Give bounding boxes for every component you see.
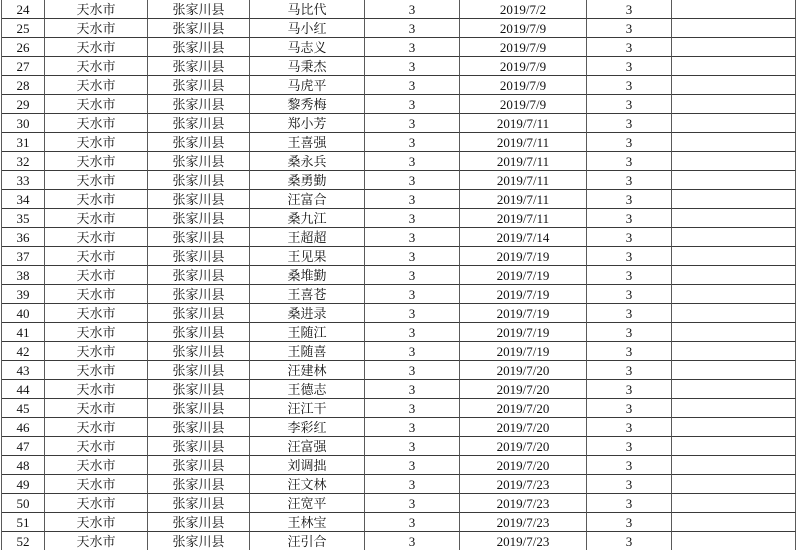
cell-person-name[interactable]: 汪宽平	[250, 494, 365, 513]
cell-county[interactable]: 张家川县	[148, 247, 250, 266]
cell-city[interactable]: 天水市	[45, 475, 148, 494]
cell-count-a[interactable]: 3	[365, 437, 460, 456]
cell-row-number[interactable]: 42	[2, 342, 45, 361]
cell-county[interactable]: 张家川县	[148, 456, 250, 475]
cell-count-b[interactable]: 3	[587, 380, 672, 399]
table-row	[2, 456, 796, 475]
cell-date[interactable]: 2019/7/23	[460, 513, 587, 532]
cell-empty[interactable]	[672, 76, 796, 95]
cell-person-name[interactable]: 黎秀梅	[250, 95, 365, 114]
cell-row-number[interactable]: 36	[2, 228, 45, 247]
cell-row-number[interactable]: 35	[2, 209, 45, 228]
cell-date[interactable]: 2019/7/11	[460, 171, 587, 190]
cell-date[interactable]: 2019/7/14	[460, 228, 587, 247]
cell-city[interactable]: 天水市	[45, 513, 148, 532]
table-row	[2, 323, 796, 342]
cell-person-name[interactable]: 桑九江	[250, 209, 365, 228]
cell-count-b[interactable]: 3	[587, 361, 672, 380]
cell-empty[interactable]	[672, 0, 796, 19]
cell-county[interactable]: 张家川县	[148, 475, 250, 494]
table-row	[2, 95, 796, 114]
table-row	[2, 437, 796, 456]
cell-county[interactable]: 张家川县	[148, 190, 250, 209]
table-row	[2, 228, 796, 247]
cell-count-b[interactable]: 3	[587, 475, 672, 494]
cell-row-number[interactable]: 40	[2, 304, 45, 323]
cell-county[interactable]: 张家川县	[148, 95, 250, 114]
cell-empty[interactable]	[672, 57, 796, 76]
cell-count-b[interactable]: 3	[587, 190, 672, 209]
cell-date[interactable]: 2019/7/9	[460, 95, 587, 114]
cell-empty[interactable]	[672, 342, 796, 361]
cell-count-b[interactable]: 3	[587, 513, 672, 532]
cell-county[interactable]: 张家川县	[148, 437, 250, 456]
cell-empty[interactable]	[672, 209, 796, 228]
table-row	[2, 152, 796, 171]
cell-empty[interactable]	[672, 323, 796, 342]
cell-person-name[interactable]: 马比代	[250, 0, 365, 19]
cell-row-number[interactable]: 51	[2, 513, 45, 532]
cell-city[interactable]: 天水市	[45, 76, 148, 95]
cell-row-number[interactable]: 39	[2, 285, 45, 304]
cell-date[interactable]: 2019/7/19	[460, 285, 587, 304]
table-row	[2, 209, 796, 228]
cell-count-b[interactable]: 3	[587, 304, 672, 323]
cell-county[interactable]: 张家川县	[148, 76, 250, 95]
cell-county[interactable]: 张家川县	[148, 304, 250, 323]
table-row	[2, 0, 796, 19]
cell-person-name[interactable]: 李彩红	[250, 418, 365, 437]
cell-person-name[interactable]: 桑进录	[250, 304, 365, 323]
cell-date[interactable]: 2019/7/19	[460, 304, 587, 323]
cell-empty[interactable]	[672, 247, 796, 266]
cell-person-name[interactable]: 马秉杰	[250, 57, 365, 76]
cell-person-name[interactable]: 王喜强	[250, 133, 365, 152]
cell-person-name[interactable]: 王德志	[250, 380, 365, 399]
cell-date[interactable]: 2019/7/20	[460, 361, 587, 380]
cell-city[interactable]: 天水市	[45, 133, 148, 152]
cell-count-b[interactable]: 3	[587, 323, 672, 342]
cell-date[interactable]: 2019/7/23	[460, 532, 587, 550]
cell-count-b[interactable]: 3	[587, 76, 672, 95]
cell-city[interactable]: 天水市	[45, 95, 148, 114]
cell-count-a[interactable]: 3	[365, 152, 460, 171]
cell-empty[interactable]	[672, 456, 796, 475]
cell-count-b[interactable]: 3	[587, 342, 672, 361]
cell-person-name[interactable]: 桑堆勤	[250, 266, 365, 285]
cell-city[interactable]: 天水市	[45, 304, 148, 323]
cell-date[interactable]: 2019/7/23	[460, 475, 587, 494]
cell-row-number[interactable]: 46	[2, 418, 45, 437]
table-row	[2, 19, 796, 38]
cell-city[interactable]: 天水市	[45, 152, 148, 171]
cell-count-a[interactable]: 3	[365, 266, 460, 285]
table-row	[2, 399, 796, 418]
cell-date[interactable]: 2019/7/11	[460, 152, 587, 171]
cell-city[interactable]: 天水市	[45, 380, 148, 399]
cell-person-name[interactable]: 汪富强	[250, 437, 365, 456]
cell-count-a[interactable]: 3	[365, 285, 460, 304]
cell-count-a[interactable]: 3	[365, 228, 460, 247]
cell-county[interactable]: 张家川县	[148, 38, 250, 57]
cell-count-b[interactable]: 3	[587, 114, 672, 133]
cell-person-name[interactable]: 王随喜	[250, 342, 365, 361]
cell-city[interactable]: 天水市	[45, 532, 148, 550]
table-row	[2, 475, 796, 494]
cell-person-name[interactable]: 马小红	[250, 19, 365, 38]
cell-person-name[interactable]: 汪文林	[250, 475, 365, 494]
cell-count-a[interactable]: 3	[365, 456, 460, 475]
cell-date[interactable]: 2019/7/9	[460, 19, 587, 38]
cell-count-b[interactable]: 3	[587, 95, 672, 114]
cell-county[interactable]: 张家川县	[148, 152, 250, 171]
cell-person-name[interactable]: 马虎平	[250, 76, 365, 95]
cell-row-number[interactable]: 25	[2, 19, 45, 38]
cell-empty[interactable]	[672, 171, 796, 190]
cell-count-b[interactable]: 3	[587, 418, 672, 437]
cell-empty[interactable]	[672, 38, 796, 57]
cell-count-b[interactable]: 3	[587, 228, 672, 247]
table-row	[2, 342, 796, 361]
cell-count-b[interactable]: 3	[587, 532, 672, 550]
table-row	[2, 380, 796, 399]
cell-person-name[interactable]: 汪江干	[250, 399, 365, 418]
cell-count-a[interactable]: 3	[365, 532, 460, 550]
cell-empty[interactable]	[672, 266, 796, 285]
cell-count-a[interactable]: 3	[365, 0, 460, 19]
cell-count-a[interactable]: 3	[365, 418, 460, 437]
cell-city[interactable]: 天水市	[45, 399, 148, 418]
cell-person-name[interactable]: 王林宝	[250, 513, 365, 532]
cell-row-number[interactable]: 26	[2, 38, 45, 57]
cell-county[interactable]: 张家川县	[148, 494, 250, 513]
spreadsheet-grid	[1, 0, 796, 550]
cell-person-name[interactable]: 王随江	[250, 323, 365, 342]
cell-city[interactable]: 天水市	[45, 114, 148, 133]
cell-county[interactable]: 张家川县	[148, 171, 250, 190]
cell-empty[interactable]	[672, 532, 796, 550]
cell-count-a[interactable]: 3	[365, 342, 460, 361]
table-row	[2, 171, 796, 190]
cell-count-a[interactable]: 3	[365, 380, 460, 399]
cell-empty[interactable]	[672, 133, 796, 152]
cell-person-name[interactable]: 汪引合	[250, 532, 365, 550]
cell-city[interactable]: 天水市	[45, 247, 148, 266]
cell-date[interactable]: 2019/7/19	[460, 247, 587, 266]
cell-empty[interactable]	[672, 513, 796, 532]
cell-count-b[interactable]: 3	[587, 399, 672, 418]
cell-empty[interactable]	[672, 380, 796, 399]
cell-date[interactable]: 2019/7/20	[460, 418, 587, 437]
cell-county[interactable]: 张家川县	[148, 342, 250, 361]
table-row	[2, 304, 796, 323]
cell-empty[interactable]	[672, 95, 796, 114]
cell-count-b[interactable]: 3	[587, 285, 672, 304]
table-row	[2, 418, 796, 437]
cell-county[interactable]: 张家川县	[148, 133, 250, 152]
cell-count-a[interactable]: 3	[365, 247, 460, 266]
cell-county[interactable]: 张家川县	[148, 418, 250, 437]
cell-count-a[interactable]: 3	[365, 513, 460, 532]
cell-count-b[interactable]: 3	[587, 494, 672, 513]
cell-count-a[interactable]: 3	[365, 323, 460, 342]
cell-count-a[interactable]: 3	[365, 133, 460, 152]
cell-row-number[interactable]: 49	[2, 475, 45, 494]
cell-empty[interactable]	[672, 361, 796, 380]
cell-date[interactable]: 2019/7/20	[460, 399, 587, 418]
cell-date[interactable]: 2019/7/11	[460, 209, 587, 228]
table-row	[2, 133, 796, 152]
cell-date[interactable]: 2019/7/9	[460, 76, 587, 95]
cell-count-b[interactable]: 3	[587, 209, 672, 228]
table-row	[2, 247, 796, 266]
cell-count-a[interactable]: 3	[365, 57, 460, 76]
cell-count-a[interactable]: 3	[365, 494, 460, 513]
cell-row-number[interactable]: 29	[2, 95, 45, 114]
cell-county[interactable]: 张家川县	[148, 285, 250, 304]
cell-row-number[interactable]: 47	[2, 437, 45, 456]
cell-count-a[interactable]: 3	[365, 361, 460, 380]
cell-city[interactable]: 天水市	[45, 266, 148, 285]
cell-row-number[interactable]: 34	[2, 190, 45, 209]
cell-row-number[interactable]: 37	[2, 247, 45, 266]
cell-date[interactable]: 2019/7/20	[460, 380, 587, 399]
cell-city[interactable]: 天水市	[45, 57, 148, 76]
table-row	[2, 114, 796, 133]
cell-person-name[interactable]: 马志义	[250, 38, 365, 57]
cell-count-a[interactable]: 3	[365, 38, 460, 57]
cell-city[interactable]: 天水市	[45, 323, 148, 342]
cell-county[interactable]: 张家川县	[148, 57, 250, 76]
table-row	[2, 494, 796, 513]
cell-count-a[interactable]: 3	[365, 190, 460, 209]
cell-count-b[interactable]: 3	[587, 38, 672, 57]
cell-person-name[interactable]: 郑小芳	[250, 114, 365, 133]
cell-count-b[interactable]: 3	[587, 266, 672, 285]
cell-date[interactable]: 2019/7/19	[460, 266, 587, 285]
cell-count-b[interactable]: 3	[587, 133, 672, 152]
cell-city[interactable]: 天水市	[45, 456, 148, 475]
cell-count-b[interactable]: 3	[587, 0, 672, 19]
cell-empty[interactable]	[672, 475, 796, 494]
cell-person-name[interactable]: 王超超	[250, 228, 365, 247]
cell-empty[interactable]	[672, 228, 796, 247]
cell-date[interactable]: 2019/7/9	[460, 38, 587, 57]
cell-count-b[interactable]: 3	[587, 456, 672, 475]
cell-date[interactable]: 2019/7/19	[460, 342, 587, 361]
cell-row-number[interactable]: 33	[2, 171, 45, 190]
cell-county[interactable]: 张家川县	[148, 266, 250, 285]
cell-row-number[interactable]: 45	[2, 399, 45, 418]
cell-count-a[interactable]: 3	[365, 209, 460, 228]
table-row	[2, 513, 796, 532]
cell-person-name[interactable]: 汪富合	[250, 190, 365, 209]
cell-county[interactable]: 张家川县	[148, 532, 250, 550]
cell-row-number[interactable]: 44	[2, 380, 45, 399]
table-row	[2, 76, 796, 95]
cell-city[interactable]: 天水市	[45, 19, 148, 38]
cell-county[interactable]: 张家川县	[148, 323, 250, 342]
cell-row-number[interactable]: 24	[2, 0, 45, 19]
cell-date[interactable]: 2019/7/20	[460, 437, 587, 456]
cell-empty[interactable]	[672, 437, 796, 456]
cell-date[interactable]: 2019/7/19	[460, 323, 587, 342]
cell-date[interactable]: 2019/7/2	[460, 0, 587, 19]
cell-city[interactable]: 天水市	[45, 342, 148, 361]
cell-row-number[interactable]: 48	[2, 456, 45, 475]
cell-empty[interactable]	[672, 304, 796, 323]
cell-county[interactable]: 张家川县	[148, 209, 250, 228]
cell-person-name[interactable]: 王见果	[250, 247, 365, 266]
cell-count-a[interactable]: 3	[365, 95, 460, 114]
cell-row-number[interactable]: 50	[2, 494, 45, 513]
cell-date[interactable]: 2019/7/11	[460, 133, 587, 152]
cell-county[interactable]: 张家川县	[148, 361, 250, 380]
cell-count-b[interactable]: 3	[587, 247, 672, 266]
table-row	[2, 532, 796, 550]
table-row	[2, 57, 796, 76]
cell-city[interactable]: 天水市	[45, 361, 148, 380]
cell-county[interactable]: 张家川县	[148, 380, 250, 399]
cell-count-a[interactable]: 3	[365, 399, 460, 418]
table-row	[2, 285, 796, 304]
cell-date[interactable]: 2019/7/11	[460, 114, 587, 133]
cell-count-b[interactable]: 3	[587, 437, 672, 456]
cell-row-number[interactable]: 30	[2, 114, 45, 133]
cell-empty[interactable]	[672, 399, 796, 418]
cell-county[interactable]: 张家川县	[148, 19, 250, 38]
cell-row-number[interactable]: 32	[2, 152, 45, 171]
cell-county[interactable]: 张家川县	[148, 513, 250, 532]
cell-city[interactable]: 天水市	[45, 0, 148, 19]
cell-empty[interactable]	[672, 152, 796, 171]
cell-empty[interactable]	[672, 114, 796, 133]
cell-county[interactable]: 张家川县	[148, 399, 250, 418]
cell-city[interactable]: 天水市	[45, 285, 148, 304]
cell-date[interactable]: 2019/7/20	[460, 456, 587, 475]
cell-city[interactable]: 天水市	[45, 418, 148, 437]
cell-person-name[interactable]: 王喜苍	[250, 285, 365, 304]
cell-count-a[interactable]: 3	[365, 475, 460, 494]
cell-count-a[interactable]: 3	[365, 19, 460, 38]
cell-empty[interactable]	[672, 190, 796, 209]
cell-county[interactable]: 张家川县	[148, 228, 250, 247]
cell-date[interactable]: 2019/7/9	[460, 57, 587, 76]
cell-empty[interactable]	[672, 19, 796, 38]
cell-count-a[interactable]: 3	[365, 304, 460, 323]
cell-city[interactable]: 天水市	[45, 494, 148, 513]
cell-date[interactable]: 2019/7/23	[460, 494, 587, 513]
cell-count-b[interactable]: 3	[587, 57, 672, 76]
cell-row-number[interactable]: 27	[2, 57, 45, 76]
table-row	[2, 361, 796, 380]
cell-county[interactable]: 张家川县	[148, 114, 250, 133]
cell-count-a[interactable]: 3	[365, 76, 460, 95]
cell-row-number[interactable]: 43	[2, 361, 45, 380]
cell-date[interactable]: 2019/7/11	[460, 190, 587, 209]
cell-row-number[interactable]: 38	[2, 266, 45, 285]
cell-city[interactable]: 天水市	[45, 190, 148, 209]
table-row	[2, 190, 796, 209]
cell-empty[interactable]	[672, 285, 796, 304]
cell-count-b[interactable]: 3	[587, 152, 672, 171]
cell-city[interactable]: 天水市	[45, 38, 148, 57]
cell-person-name[interactable]: 桑永兵	[250, 152, 365, 171]
cell-count-a[interactable]: 3	[365, 114, 460, 133]
cell-city[interactable]: 天水市	[45, 209, 148, 228]
cell-person-name[interactable]: 桑勇勤	[250, 171, 365, 190]
table-row	[2, 38, 796, 57]
cell-count-a[interactable]: 3	[365, 171, 460, 190]
cell-city[interactable]: 天水市	[45, 437, 148, 456]
cell-city[interactable]: 天水市	[45, 228, 148, 247]
cell-empty[interactable]	[672, 418, 796, 437]
cell-row-number[interactable]: 28	[2, 76, 45, 95]
cell-row-number[interactable]: 41	[2, 323, 45, 342]
cell-person-name[interactable]: 汪建林	[250, 361, 365, 380]
cell-city[interactable]: 天水市	[45, 171, 148, 190]
table-row	[2, 266, 796, 285]
cell-county[interactable]: 张家川县	[148, 0, 250, 19]
cell-count-b[interactable]: 3	[587, 171, 672, 190]
cell-count-b[interactable]: 3	[587, 19, 672, 38]
cell-empty[interactable]	[672, 494, 796, 513]
cell-row-number[interactable]: 52	[2, 532, 45, 550]
cell-person-name[interactable]: 刘调拙	[250, 456, 365, 475]
cell-row-number[interactable]: 31	[2, 133, 45, 152]
